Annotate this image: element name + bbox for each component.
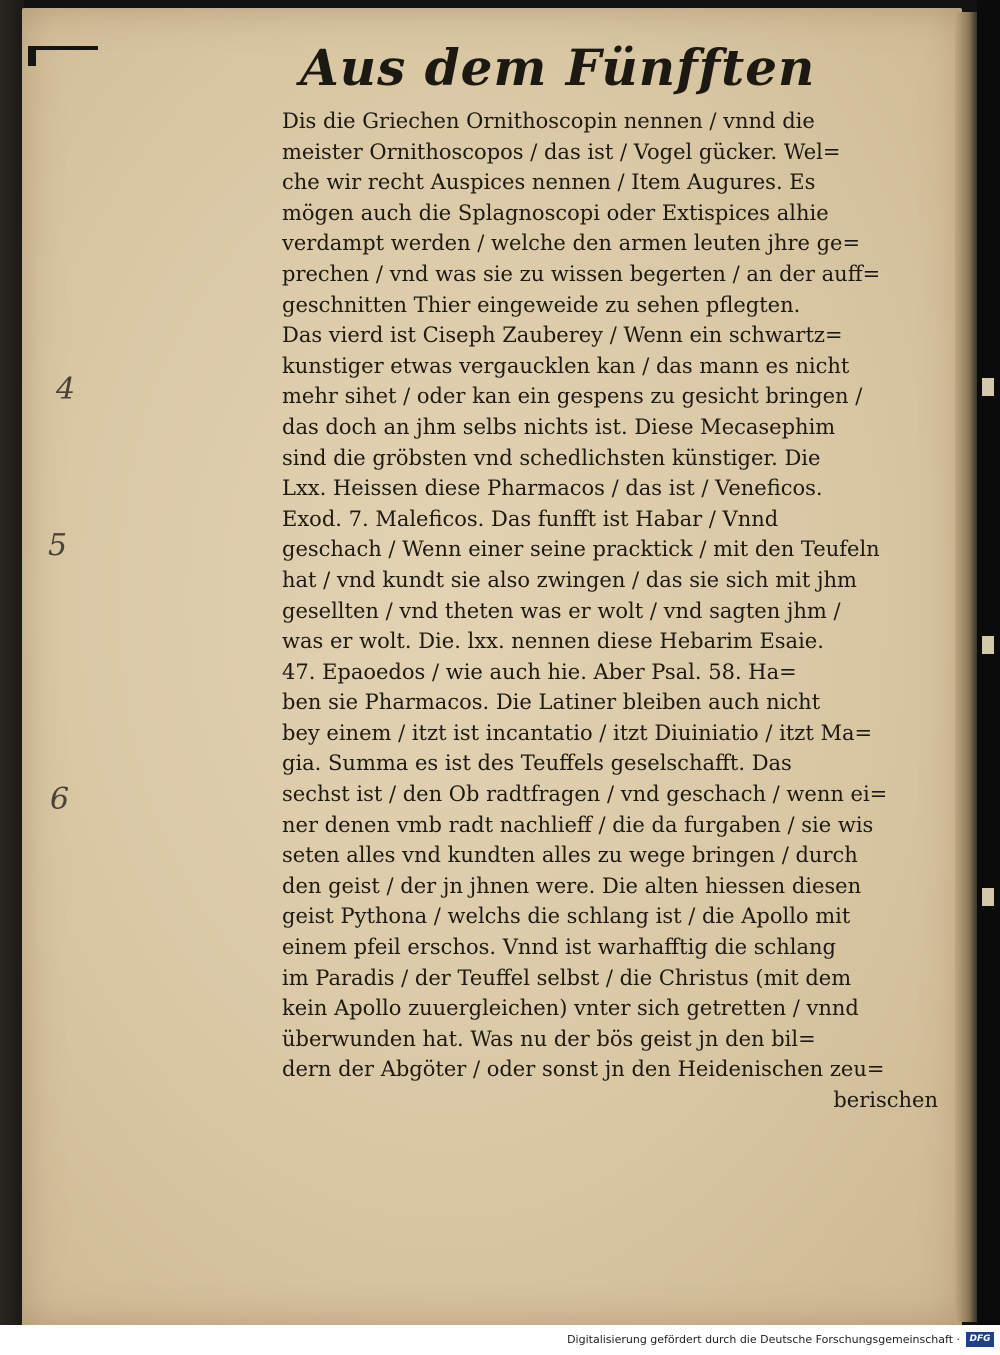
text-line: kein Apollo zuuergleichen) vnter sich getretten / vnnd xyxy=(282,996,859,1021)
text-line: sechst ist / den Ob radtfragen / vnd geschach / wenn ei= xyxy=(282,782,888,807)
margin-note-number: 6 xyxy=(50,782,70,817)
text-line: was er wolt. Die. lxx. nennen diese Hebarim Esaie. xyxy=(282,629,824,654)
text-line: Lxx. Heissen diese Pharmacos / das ist / Veneficos. xyxy=(282,476,823,501)
text-line: geschach / Wenn einer seine pracktick / mit den Teufeln xyxy=(282,537,880,562)
scan-tab-marker xyxy=(982,378,994,396)
text-line: den geist / der jn jhnen were. Die alten hiessen diesen xyxy=(282,873,862,898)
text-line: kunstiger etwas vergaucklen kan / das mann es nicht xyxy=(282,353,850,378)
text-line: prechen / vnd was sie zu wissen begerten / an der auff= xyxy=(282,261,881,286)
book-binding-edge xyxy=(0,0,24,1325)
text-line: gia. Summa es ist des Teuffels geselschafft. Das xyxy=(282,751,792,776)
text-line: seten alles vnd kundten alles zu wege bringen / durch xyxy=(282,843,858,868)
corner-mark xyxy=(28,50,36,66)
text-line: überwunden hat. Was nu der bös geist jn den bil= xyxy=(282,1026,816,1051)
scan-border xyxy=(977,0,1000,1325)
text-line: mehr sihet / oder kan ein gespens zu gesicht bringen / xyxy=(282,384,863,409)
text-line: ner denen vmb radt nachlieff / die da furgaben / sie wis xyxy=(282,812,874,837)
text-line: Das vierd ist Ciseph Zauberey / Wenn ein schwartz= xyxy=(282,323,843,348)
text-line: gesellten / vnd theten was er wolt / vnd sagten jhm / xyxy=(282,598,841,623)
text-line: einem pfeil erschos. Vnnd ist warhafftig die schlang xyxy=(282,935,836,960)
text-line: Dis die Griechen Ornithoscopin nennen / vnnd die xyxy=(282,109,815,133)
funding-credit: Digitalisierung gefördert durch die Deutsche Forschungsgemeinschaft · xyxy=(567,1333,960,1346)
page-stack-edge xyxy=(955,12,977,1322)
text-line: meister Ornithoscopos / das ist / Vogel gücker. Wel= xyxy=(282,139,841,164)
corner-mark xyxy=(28,46,98,50)
text-line: im Paradis / der Teuffel selbst / die Christus (mit dem xyxy=(282,965,852,990)
margin-note-number: 4 xyxy=(56,372,76,407)
scan-tab-marker xyxy=(982,636,994,654)
text-line: che wir recht Auspices nennen / Item Augures. Es xyxy=(282,170,816,195)
text-line: dern der Abgöter / oder sonst jn den Heidenischen zeu= xyxy=(282,1057,885,1082)
text-line: sind die gröbsten vnd schedlichsten künstiger. Die xyxy=(282,445,821,470)
margin-note-number: 5 xyxy=(48,528,68,563)
text-line: bey einem / itzt ist incantatio / itzt Diuiniatio / itzt Ma= xyxy=(282,720,873,745)
text-line: ben sie Pharmacos. Die Latiner bleiben auch nicht xyxy=(282,690,821,715)
text-line: das doch an jhm selbs nichts ist. Diese Mecasephim xyxy=(282,414,836,439)
text-line: geist Pythona / welchs die schlang ist / die Apollo mit xyxy=(282,904,851,929)
catchword: berischen xyxy=(833,1088,938,1112)
text-line: mögen auch die Splagnoscopi oder Extispices alhie xyxy=(282,200,829,225)
text-line: Exod. 7. Maleficos. Das funfft ist Habar / Vnnd xyxy=(282,506,779,531)
digitization-footer xyxy=(0,1325,1000,1355)
scan-tab-marker xyxy=(982,888,994,906)
text-line: 47. Epaoedos / wie auch hie. Aber Psal. 58. Ha= xyxy=(282,659,797,684)
text-line: verdampt werden / welche den armen leuten jhre ge= xyxy=(282,231,861,256)
page-body-text xyxy=(282,106,942,1116)
dfg-logo: DFG xyxy=(966,1332,994,1347)
running-title: Aus dem Fünfften xyxy=(300,38,816,97)
text-line: geschnitten Thier eingeweide zu sehen pflegten. xyxy=(282,292,801,317)
text-line: hat / vnd kundt sie also zwingen / das sie sich mit jhm xyxy=(282,567,857,592)
